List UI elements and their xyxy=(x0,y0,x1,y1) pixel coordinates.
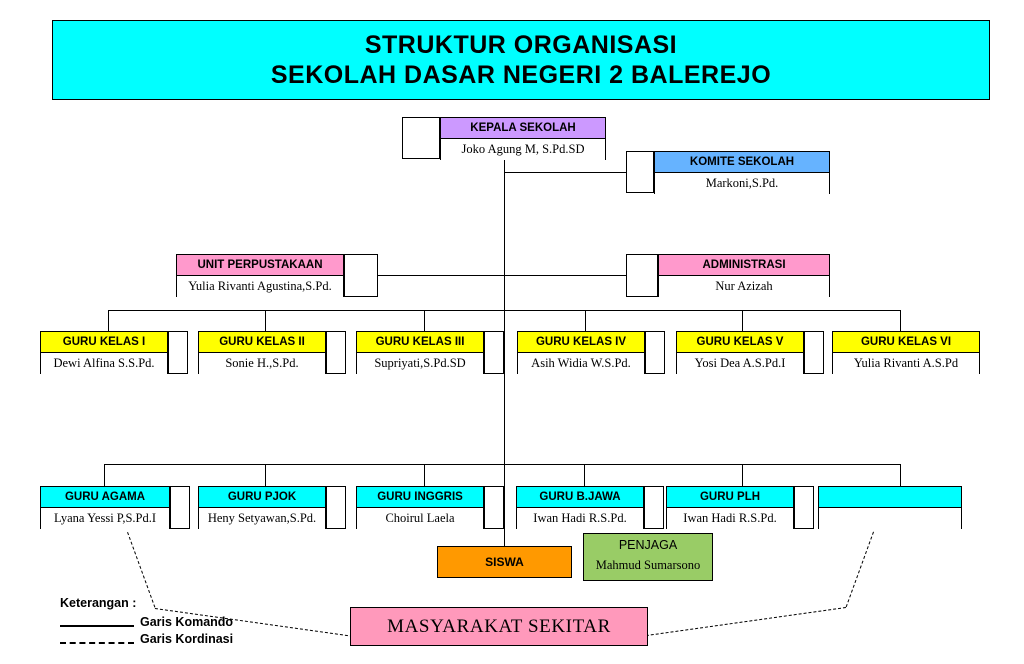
connector-gk5-drop xyxy=(742,310,743,331)
connector-gk2-drop xyxy=(265,310,266,331)
connector-gk4-drop xyxy=(585,310,586,331)
dashed-right-vertical xyxy=(846,532,874,608)
connector-gk1-drop xyxy=(108,310,109,331)
guru-extra-name xyxy=(819,508,961,529)
guru-kelas-4-name: Asih Widia W.S.Pd. xyxy=(518,353,644,374)
guru-inggris-header: GURU INGGRIS xyxy=(357,487,483,508)
guru-bjawa-name: Iwan Hadi R.S.Pd. xyxy=(517,508,643,529)
legend-label-kordinasi: Garis Kordinasi xyxy=(140,631,234,646)
node-administrasi[interactable] xyxy=(658,254,830,297)
dashed-line-sample-icon xyxy=(60,642,134,644)
guru-kelas-3-name: Supriyati,S.Pd.SD xyxy=(357,353,483,374)
connector-main-spine xyxy=(504,159,505,574)
penjaga-name: Mahmud Sumarsono xyxy=(595,558,701,572)
node-komite-sekolah[interactable] xyxy=(654,151,830,194)
node-guru-bjawa[interactable] xyxy=(516,486,644,529)
unit-perpustakaan-header: UNIT PERPUSTAKAAN xyxy=(177,255,343,276)
guru-kelas-6-name: Yulia Rivanti A.S.Pd xyxy=(833,353,979,374)
administrasi-header: ADMINISTRASI xyxy=(659,255,829,276)
guru-kelas-5-stub xyxy=(804,331,824,374)
node-guru-pjok[interactable] xyxy=(198,486,326,529)
guru-agama-header: GURU AGAMA xyxy=(41,487,169,508)
connector-guru-kelas-bar xyxy=(108,310,900,311)
guru-pjok-name: Heny Setyawan,S.Pd. xyxy=(199,508,325,529)
komite-sekolah-name: Markoni,S.Pd. xyxy=(655,173,829,194)
guru-bjawa-header: GURU B.JAWA xyxy=(517,487,643,508)
node-guru-extra-empty[interactable] xyxy=(818,486,962,529)
guru-pjok-stub xyxy=(326,486,346,529)
guru-kelas-4-stub xyxy=(645,331,665,374)
guru-kelas-1-name: Dewi Alfina S.S.Pd. xyxy=(41,353,167,374)
guru-agama-stub xyxy=(170,486,190,529)
guru-extra-header xyxy=(819,487,961,508)
legend xyxy=(60,596,280,647)
connector-gm2-drop xyxy=(265,464,266,486)
guru-kelas-5-header: GURU KELAS V xyxy=(677,332,803,353)
guru-kelas-1-stub xyxy=(168,331,188,374)
unit-perpustakaan-stub xyxy=(344,254,378,297)
guru-kelas-1-header: GURU KELAS I xyxy=(41,332,167,353)
node-guru-agama[interactable] xyxy=(40,486,170,529)
guru-kelas-4-header: GURU KELAS IV xyxy=(518,332,644,353)
connector-gm1-drop xyxy=(104,464,105,486)
connector-gm6-drop xyxy=(900,464,901,486)
kepala-sekolah-header: KEPALA SEKOLAH xyxy=(441,118,605,139)
komite-sekolah-header: KOMITE SEKOLAH xyxy=(655,152,829,173)
guru-inggris-name: Choirul Laela xyxy=(357,508,483,529)
guru-plh-header: GURU PLH xyxy=(667,487,793,508)
node-guru-kelas-1[interactable] xyxy=(40,331,168,374)
node-guru-kelas-3[interactable] xyxy=(356,331,484,374)
guru-plh-stub xyxy=(794,486,814,529)
connector-gk3-drop xyxy=(424,310,425,331)
connector-kepala-komite xyxy=(504,172,626,173)
guru-plh-name: Iwan Hadi R.S.Pd. xyxy=(667,508,793,529)
node-masyarakat-sekitar[interactable] xyxy=(350,607,648,646)
legend-item-komando xyxy=(60,613,280,630)
guru-bjawa-stub xyxy=(644,486,664,529)
administrasi-name: Nur Azizah xyxy=(659,276,829,297)
kepala-sekolah-name: Joko Agung M, S.Pd.SD xyxy=(441,139,605,160)
guru-pjok-header: GURU PJOK xyxy=(199,487,325,508)
legend-label-komando: Garis Komando xyxy=(140,614,234,629)
chart-title-line2: SEKOLAH DASAR NEGERI 2 BALEREJO xyxy=(270,61,772,89)
solid-line-sample-icon xyxy=(60,625,134,627)
legend-title: Keterangan : xyxy=(60,596,137,610)
node-unit-perpustakaan[interactable] xyxy=(176,254,344,297)
node-guru-kelas-5[interactable] xyxy=(676,331,804,374)
node-guru-inggris[interactable] xyxy=(356,486,484,529)
legend-item-kordinasi xyxy=(60,630,280,647)
guru-kelas-2-stub xyxy=(326,331,346,374)
guru-kelas-3-stub xyxy=(484,331,504,374)
guru-inggris-stub xyxy=(484,486,504,529)
node-kepala-sekolah[interactable] xyxy=(440,117,606,160)
connector-gm3-drop xyxy=(424,464,425,486)
node-guru-kelas-4[interactable] xyxy=(517,331,645,374)
guru-kelas-2-header: GURU KELAS II xyxy=(199,332,325,353)
connector-gk6-drop xyxy=(900,310,901,331)
guru-kelas-5-name: Yosi Dea A.S.Pd.I xyxy=(677,353,803,374)
guru-kelas-6-header: GURU KELAS VI xyxy=(833,332,979,353)
siswa-label: SISWA xyxy=(485,555,524,569)
guru-kelas-2-name: Sonie H.,S.Pd. xyxy=(199,353,325,374)
chart-title-line1: STRUKTUR ORGANISASI xyxy=(364,30,678,59)
komite-sekolah-stub xyxy=(626,151,654,193)
dashed-right-to-masyarakat xyxy=(636,607,846,637)
kepala-sekolah-stub xyxy=(402,117,440,159)
connector-gm5-drop xyxy=(742,464,743,486)
administrasi-stub xyxy=(626,254,658,297)
connector-gm4-drop xyxy=(584,464,585,486)
chart-title-banner xyxy=(52,20,990,100)
unit-perpustakaan-name: Yulia Rivanti Agustina,S.Pd. xyxy=(177,276,343,297)
node-siswa[interactable] xyxy=(437,546,572,578)
node-guru-plh[interactable] xyxy=(666,486,794,529)
masyarakat-label: MASYARAKAT SEKITAR xyxy=(387,615,611,637)
penjaga-header: PENJAGA xyxy=(618,538,678,552)
connector-staff-row xyxy=(378,275,626,276)
node-guru-kelas-2[interactable] xyxy=(198,331,326,374)
connector-guru-mapel-bar xyxy=(104,464,900,465)
guru-kelas-3-header: GURU KELAS III xyxy=(357,332,483,353)
node-penjaga[interactable] xyxy=(583,533,713,581)
guru-agama-name: Lyana Yessi P,S.Pd.I xyxy=(41,508,169,529)
node-guru-kelas-6[interactable] xyxy=(832,331,980,374)
